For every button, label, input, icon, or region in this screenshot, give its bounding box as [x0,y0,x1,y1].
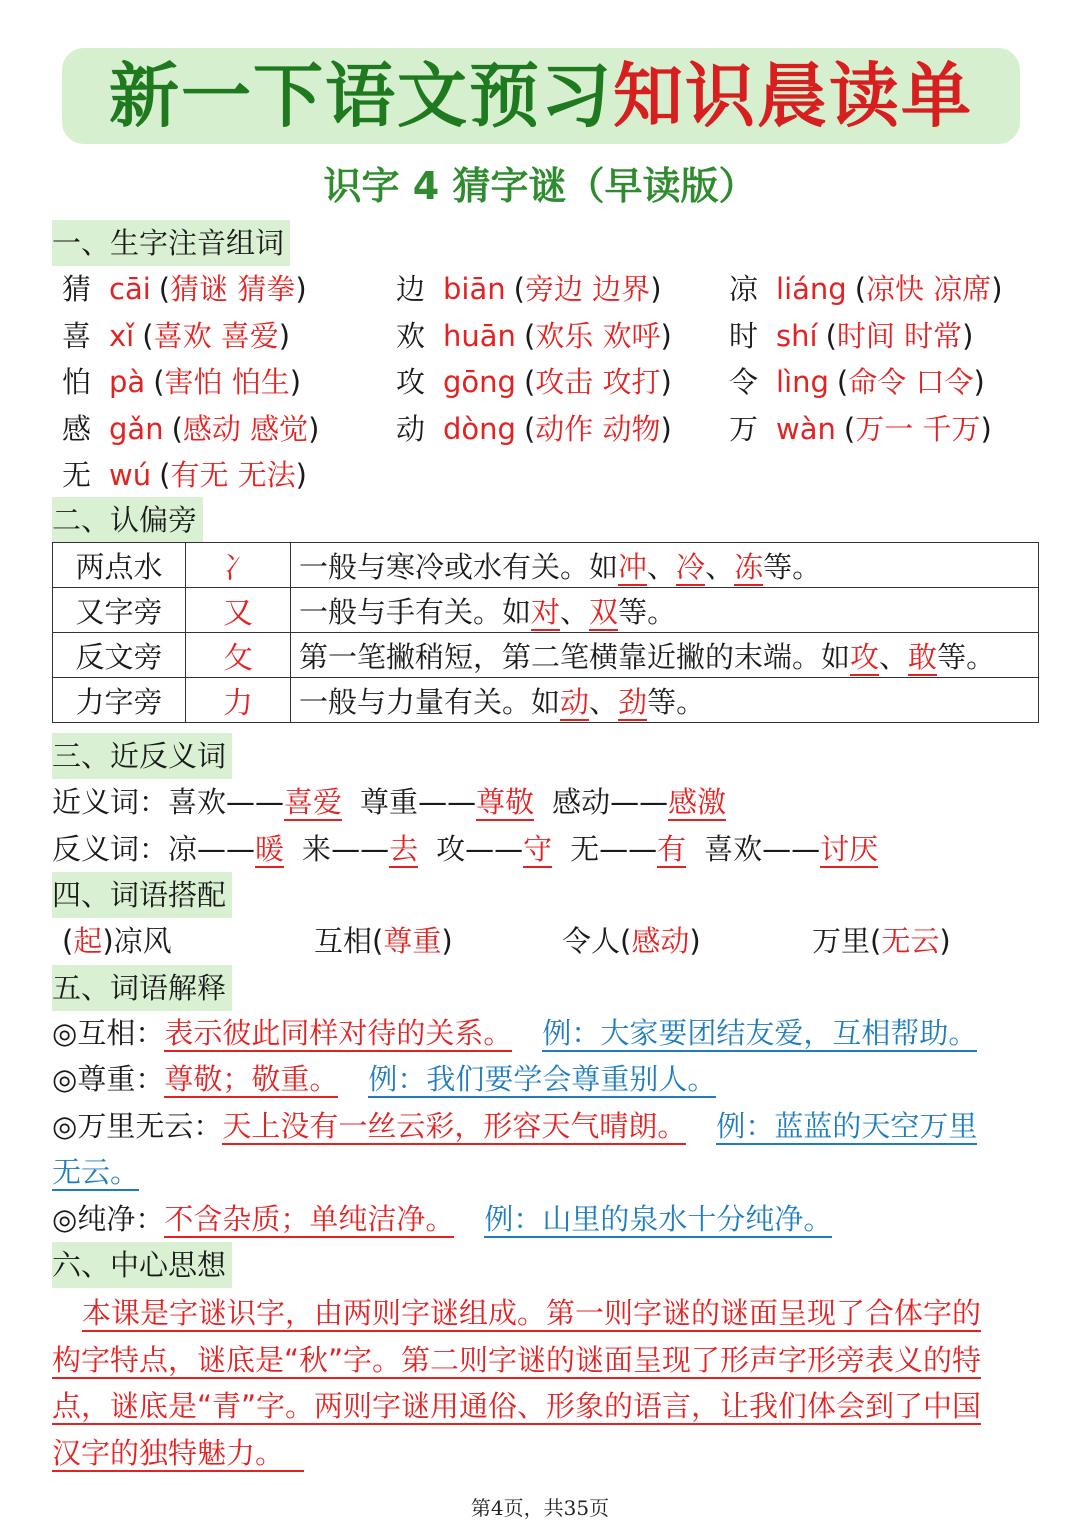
paren: ( [142,318,154,353]
radical-description [291,633,1039,678]
separator: 、 [879,639,909,674]
collocation-item [812,920,951,962]
explanation-item [52,1058,716,1100]
paren: ) [295,458,307,492]
dash: —— [418,785,477,819]
separator: 、 [560,594,590,629]
term: 互相： [77,1016,165,1050]
paren: ( [825,318,837,353]
page-title [62,52,1020,140]
paren: ( [523,411,536,446]
example-char: 动 [560,684,590,719]
collocation-suffix: )凉风 [102,924,172,958]
word: 喜欢 [168,785,227,819]
pinyin: wú [109,458,152,492]
example-char: 冻 [734,549,764,584]
pinyin-entry [396,268,662,310]
pinyin-entry [62,268,307,310]
description-suffix: 等。 [647,684,706,719]
pinyin-entry [396,315,672,357]
antonym-pair [436,832,552,866]
example-words: 喜欢 喜爱 [153,318,279,353]
pinyin: dòng [443,411,516,446]
collocation-item [562,920,701,962]
collocation-item [314,920,453,962]
collocation-answer: 感动 [631,924,690,958]
dash: —— [762,832,821,866]
word: 来 [302,832,332,866]
synonym-row [52,781,726,823]
antonym-pair [704,832,878,866]
example-words: 猜谜 猜拳 [170,272,296,306]
example-words: 有无 无法 [170,458,296,492]
pinyin: pà [109,365,146,399]
dash: —— [331,832,390,866]
section-heading-3: 三、近反义词 [52,733,232,779]
example-sentence-cont: 无云。 [52,1155,140,1189]
pinyin-entry [62,315,290,357]
example-words: 动作 动物 [535,411,661,446]
pinyin: biān [443,272,506,306]
section-heading-1: 一、生字注音组词 [52,220,290,266]
hanzi-char: 万 [729,411,759,446]
title-banner [62,48,1020,144]
collocation-suffix: ) [689,924,701,958]
paren: ( [158,272,171,306]
paren: ) [650,272,662,306]
antonym-pair [168,832,284,868]
antonym-pair [570,832,686,866]
section-heading-5: 五、词语解释 [52,965,232,1011]
paren: ( [171,411,183,446]
word: 凉 [168,832,198,866]
section-heading-6: 六、中心思想 [52,1242,232,1288]
collocation-prefix: 万里( [812,924,882,958]
collocation-prefix: 令人( [562,924,632,958]
term: 万里无云： [77,1109,223,1143]
pinyin-entry [729,361,985,403]
hanzi-char: 怕 [62,365,92,399]
description-suffix: 等。 [618,594,677,629]
radical-name: 反文旁 [53,633,186,678]
paren: ( [523,318,536,353]
collocation-answer: 无云 [881,924,940,958]
example-words: 旁边 边界 [524,272,651,306]
pinyin-entry [729,408,992,450]
radical-glyph: 攵 [186,633,291,678]
pinyin-entry [396,361,672,403]
paragraph-line [52,1430,1032,1477]
example-words: 命令 口令 [848,365,974,399]
hanzi-char: 无 [62,458,92,492]
bullet-mark: ◎ [52,1109,78,1143]
paren: ) [295,272,307,306]
hanzi-char: 边 [396,272,426,306]
description-suffix: 等。 [937,639,996,674]
pinyin-entry [62,454,307,496]
antonym-row [52,828,878,870]
separator: 、 [647,549,677,584]
dash: —— [465,832,524,866]
radical-glyph: 力 [186,678,291,723]
hanzi-char: 动 [396,411,426,446]
answer-word: 守 [523,832,553,866]
antonym-pair [302,832,418,866]
section-heading-4: 四、词语搭配 [52,872,232,918]
example-words: 害怕 怕生 [164,365,290,399]
collocation-prefix: ( [62,924,74,958]
paren: ) [308,411,320,446]
hanzi-char: 凉 [729,272,759,306]
example-sentence: 例：山里的泉水十分纯净。 [484,1202,833,1236]
example-char: 对 [531,594,561,629]
example-char: 攻 [850,639,880,674]
description-text: 一般与力量有关。如 [299,684,561,719]
example-char: 双 [589,594,619,629]
separator: 、 [589,684,619,719]
dash: —— [226,785,285,819]
example-char: 劲 [618,684,648,719]
title-part-red: 知识晨读单 [613,54,973,137]
paren: ) [973,365,985,399]
pinyin: lìng [776,365,829,399]
pinyin: shí [776,318,818,353]
paren: ) [660,318,672,353]
synonym-pair [552,785,726,819]
section-heading-2: 二、认偏旁 [52,497,203,543]
example-char: 冷 [676,549,706,584]
example-words: 感动 感觉 [182,411,309,446]
pinyin: huān [443,318,516,353]
paren: ( [153,365,165,399]
explanation-item [52,1012,977,1054]
dash: —— [197,832,256,866]
description-text: 一般与手有关。如 [299,594,532,629]
word: 无 [570,832,600,866]
radical-name: 两点水 [53,543,186,588]
pinyin-entry [396,408,672,450]
lesson-subtitle: 识字 4 猜字谜（早读版） [323,164,757,208]
separator: 、 [705,549,735,584]
description-text: 第一笔撇稍短，第二笔横靠近撇的末端。如 [299,639,851,674]
answer-word: 感激 [668,785,727,819]
hanzi-char: 攻 [396,365,426,399]
answer-word: 尊敬 [476,785,535,819]
description-suffix: 等。 [763,549,822,584]
pinyin: gǎn [109,411,164,446]
example-sentence: 例：大家要团结友爱，互相帮助。 [542,1016,978,1050]
answer-word: 讨厌 [820,832,879,866]
dash: —— [599,832,658,866]
paragraph-text: 汉字的独特魅力。 [52,1436,304,1472]
radical-row [53,678,1039,723]
pinyin: wàn [776,411,836,446]
hanzi-char: 感 [62,411,92,446]
paren: ) [991,272,1003,306]
example-char: 冲 [618,549,648,584]
paragraph-line [52,1383,1032,1430]
pinyin: xǐ [109,318,135,353]
answer-word: 有 [657,832,687,866]
paren: ) [278,318,291,353]
hanzi-char: 猜 [62,272,92,306]
synonym-pair [168,785,342,821]
definition: 天上没有一丝云彩，形容天气晴朗。 [222,1109,687,1143]
word: 感动 [552,785,611,819]
paren: ) [962,318,974,353]
paragraph-text: 构字特点，谜底是“秋”字。第二则字谜的谜面呈现了形声字形旁表义的特 [52,1342,982,1377]
radical-name: 力字旁 [53,678,186,723]
paragraph-line [52,1290,1032,1337]
title-part-green: 新一下语文预习 [109,54,613,137]
paren: ( [843,411,856,446]
answer-word: 暖 [255,832,285,866]
paragraph-line [52,1337,1032,1384]
paren: ) [660,365,672,399]
radical-table [52,542,1039,723]
radical-glyph: 冫 [186,543,291,588]
bullet-mark: ◎ [52,1016,78,1050]
pinyin: cāi [109,272,151,306]
example-words: 攻击 攻打 [535,365,661,399]
hanzi-char: 时 [729,318,759,353]
radical-row [53,633,1039,678]
paren: ( [159,458,171,492]
collocation-item [62,920,172,962]
collocation-suffix: ) [939,924,951,958]
paren: ) [289,365,302,399]
synonym-label: 近义词： [52,785,169,819]
collocation-prefix: 互相( [314,924,384,958]
word: 尊重 [360,785,419,819]
bullet-mark: ◎ [52,1202,78,1236]
example-words: 欢乐 欢呼 [535,318,661,353]
radical-glyph: 又 [186,588,291,633]
collocation-suffix: ) [441,924,453,958]
antonym-label: 反义词： [52,832,169,866]
synonym-pair [360,785,534,819]
pinyin-entry [62,408,319,450]
definition: 不含杂质；单纯洁净。 [164,1202,455,1236]
radical-row [53,588,1039,633]
paren: ( [836,365,849,399]
hanzi-char: 喜 [62,318,92,353]
definition: 表示彼此同样对待的关系。 [164,1016,513,1050]
radical-description [291,678,1039,723]
example-words: 凉快 凉席 [866,272,992,306]
pinyin-entry [62,361,301,403]
paren: ) [660,411,672,446]
example-char: 敢 [908,639,938,674]
page-number: 第4页，共35页 [470,1496,610,1520]
radical-name: 又字旁 [53,588,186,633]
paren: ( [523,365,536,399]
word: 攻 [436,832,466,866]
answer-word: 去 [389,832,419,866]
answer-word: 喜爱 [284,785,343,819]
term: 尊重： [77,1062,165,1096]
definition: 尊敬；敬重。 [164,1062,339,1096]
example-words: 时间 时常 [836,318,963,353]
explanation-continuation [52,1151,139,1193]
example-sentence: 例：我们要学会尊重别人。 [368,1062,717,1096]
radical-description [291,543,1039,588]
hanzi-char: 欢 [396,318,426,353]
description-text: 一般与寒冷或水有关。如 [299,549,619,584]
explanation-item [52,1105,977,1147]
paragraph-text: 点，谜底是“青”字。两则字谜用通俗、形象的语言，让我们体会到了中国 [52,1389,982,1423]
dash: —— [610,785,669,819]
collocation-answer: 起 [73,924,103,958]
bullet-mark: ◎ [52,1062,78,1096]
collocation-answer: 尊重 [383,924,442,958]
central-idea-paragraph [52,1290,1032,1476]
word: 喜欢 [704,832,763,866]
paren: ( [513,272,525,306]
paren: ) [980,411,992,446]
pinyin-entry [729,268,1003,310]
paren: ( [854,272,867,306]
hanzi-char: 令 [729,365,759,399]
pinyin-entry [729,315,973,357]
paragraph-text: 本课是字谜识字，由两则字谜组成。第一则字谜的谜面呈现了合体字的 [82,1296,982,1330]
example-sentence: 例：蓝蓝的天空万里 [716,1109,978,1143]
pinyin: liáng [776,272,847,306]
radical-row [53,543,1039,588]
term: 纯净： [77,1202,165,1236]
radical-description [291,588,1039,633]
pinyin: gōng [443,365,516,399]
example-words: 万一 千万 [855,411,981,446]
explanation-item [52,1198,832,1240]
